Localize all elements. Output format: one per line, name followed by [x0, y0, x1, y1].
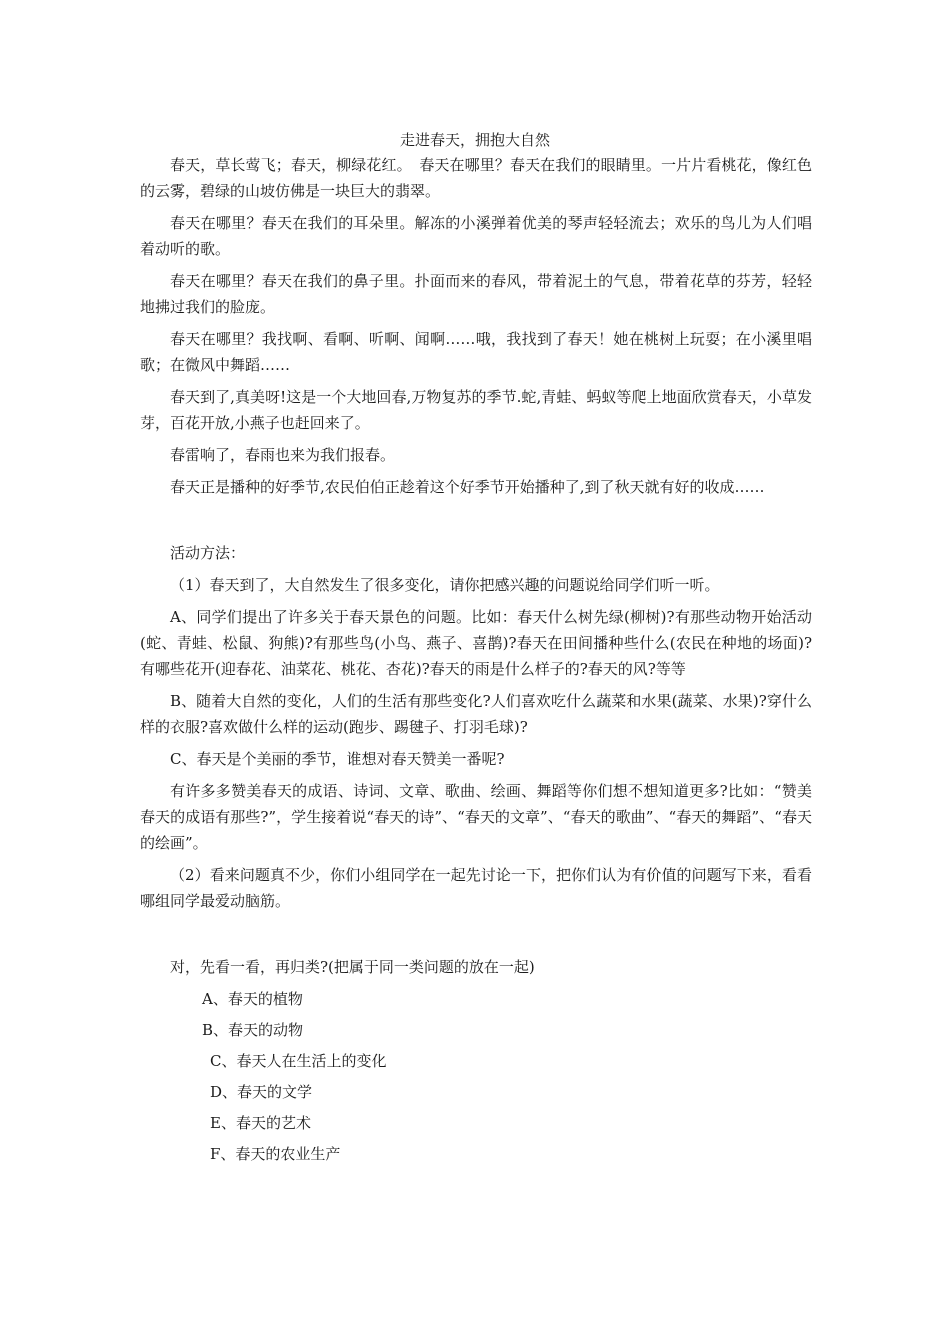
section-gap: [140, 920, 812, 954]
category-item: C、春天人在生活上的变化: [210, 1052, 387, 1070]
paragraph: 春雷响了，春雨也来为我们报春。: [170, 446, 396, 464]
category-item: E、春天的艺术: [210, 1114, 311, 1132]
paragraph: 春天，草长莺飞；春天，柳绿花红。 春天在哪里？春天在我们的眼睛里。一片片看桃花，像红色的云雾，碧绿的山坡仿佛是一块巨大的翡翠。: [140, 156, 812, 200]
activity-item: 有许多多赞美春天的成语、诗词、文章、歌曲、绘画、舞蹈等你们想不想知道更多?比如：“赞美春天的成语有那些?”，学生接着说“春天的诗”、“春天的文章”、“春天的歌曲”、“春天的舞蹈”、“春天的绘画”。: [140, 782, 812, 852]
activity-heading: 活动方法：: [170, 544, 246, 562]
activity-item: （1）春天到了，大自然发生了很多变化，请你把感兴趣的问题说给同学们听一听。: [170, 576, 720, 594]
category-item: D、春天的文学: [210, 1083, 313, 1101]
category-item: A、春天的植物: [202, 990, 303, 1008]
activity-item: B、随着大自然的变化，人们的生活有那些变化?人们喜欢吃什么蔬菜和水果(蔬菜、水果)?穿什么样的衣服?喜欢做什么样的运动(跑步、踢毽子、打羽毛球)?: [140, 692, 812, 736]
paragraph: 春天正是播种的好季节,农民伯伯正趁着这个好季节开始播种了,到了秋天就有好的收成……: [170, 478, 765, 496]
document-title: 走进春天，拥抱大自然: [399, 131, 550, 149]
category-item: B、春天的动物: [202, 1021, 304, 1039]
paragraph: 春天在哪里？春天在我们的鼻子里。扑面而来的春风，带着泥土的气息，带着花草的芬芳，轻轻地拂过我们的脸庞。: [140, 272, 812, 316]
activity-item: （2）看来问题真不少，你们小组同学在一起先讨论一下，把你们认为有价值的问题写下来，看看哪组同学最爱动脑筋。: [140, 866, 812, 910]
activity-item: C、春天是个美丽的季节，谁想对春天赞美一番呢?: [170, 750, 505, 768]
paragraph: 春天在哪里？我找啊、看啊、听啊、闻啊……哦，我找到了春天！她在桃树上玩耍；在小溪里唱歌；在微风中舞蹈……: [140, 330, 812, 374]
document-body: [140, 152, 812, 1172]
section-gap: [140, 506, 812, 540]
paragraph: 春天到了,真美呀!这是一个大地回春,万物复苏的季节.蛇,青蛙、蚂蚁等爬上地面欣赏春天，小草发芽，百花开放,小燕子也赶回来了。: [140, 388, 812, 432]
activity-item: A、同学们提出了许多关于春天景色的问题。比如：春天什么树先绿(柳树)?有那些动物开始活动(蛇、青蛙、松鼠、狗熊)?有那些鸟(小鸟、燕子、喜鹊)?春天在田间播种些什么(农民在种地的场面)?有哪些花开(迎春花、油菜花、桃花、杏花)?春天的雨是什么样子的?春天的风?等等: [140, 608, 812, 678]
category-item: F、春天的农业生产: [210, 1145, 341, 1163]
category-list: [140, 986, 812, 1172]
paragraph: 春天在哪里？春天在我们的耳朵里。解冻的小溪弹着优美的琴声轻轻流去；欢乐的鸟儿为人们唱着动听的歌。: [140, 214, 812, 258]
classify-intro: 对，先看一看，再归类?(把属于同一类问题的放在一起): [170, 958, 535, 976]
